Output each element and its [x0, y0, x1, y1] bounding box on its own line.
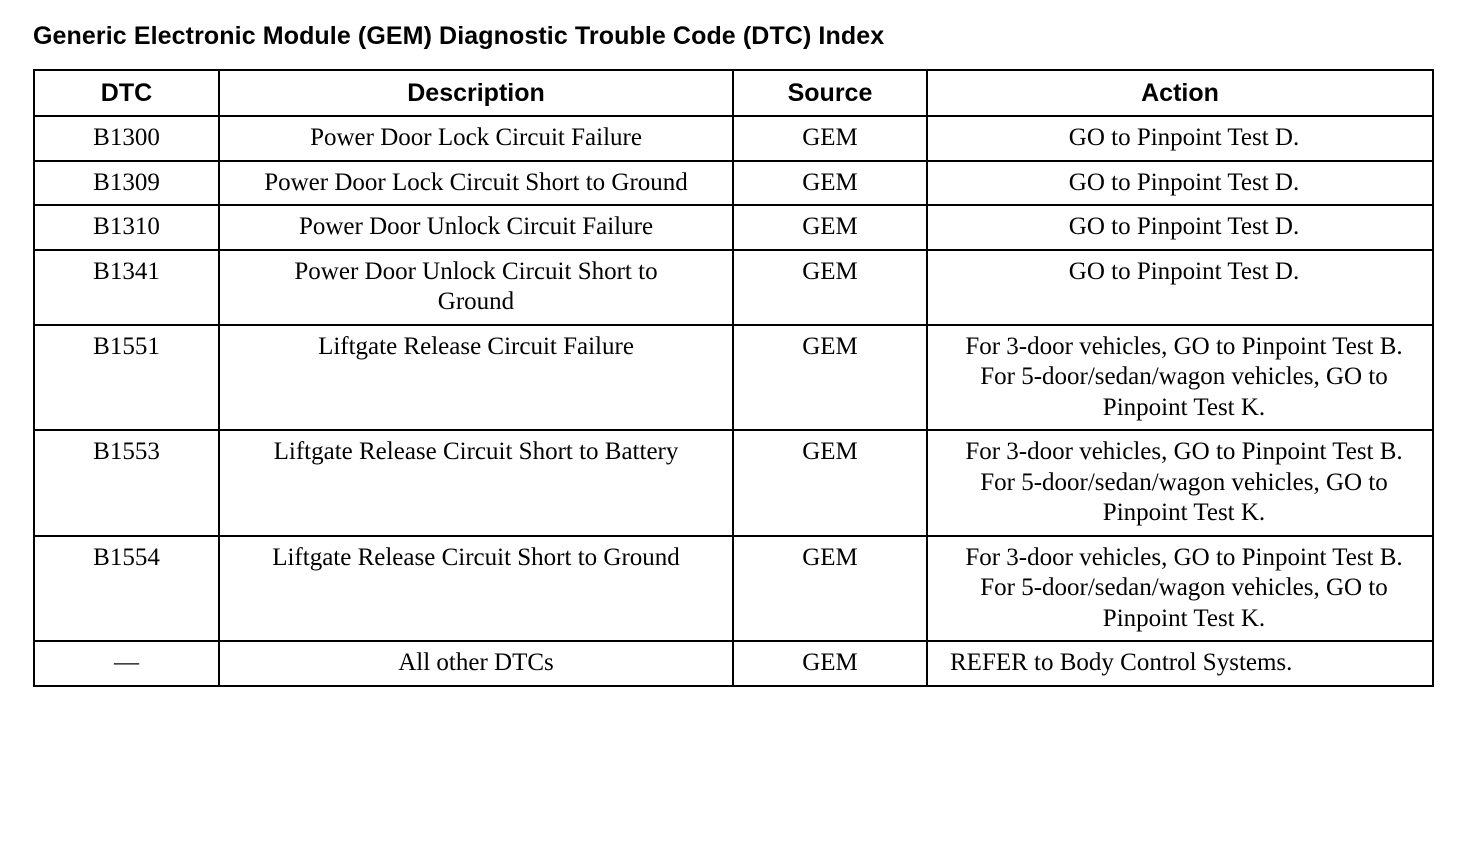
description-cell: All other DTCs — [219, 641, 733, 686]
action-text: REFER to Body Control Systems. — [950, 649, 1293, 676]
action-text: GO to Pinpoint Test D. — [1068, 213, 1300, 240]
action-text: For 5-door/sedan/wagon vehicles, GO to Pinpoint Test K. — [980, 574, 1388, 632]
table-row — [34, 641, 1433, 686]
action-text: GO to Pinpoint Test D. — [1068, 168, 1300, 196]
source-cell: GEM — [733, 116, 927, 161]
description-cell: Power Door Unlock Circuit Short to Ground — [219, 250, 733, 325]
source-cell: GEM — [733, 250, 927, 325]
action-cell — [927, 325, 1433, 431]
dtc-index-table — [33, 69, 1434, 687]
dtc-cell: B1309 — [34, 161, 219, 206]
description-cell: Liftgate Release Circuit Failure — [219, 325, 733, 431]
action-text: For 3-door vehicles, GO to Pinpoint Test B. — [965, 543, 1403, 571]
description-cell: Power Door Lock Circuit Short to Ground — [219, 161, 733, 206]
table-header-row — [34, 70, 1433, 116]
action-cell — [927, 116, 1433, 161]
dtc-cell: B1341 — [34, 250, 219, 325]
dtc-cell: B1554 — [34, 536, 219, 642]
source-cell: GEM — [733, 641, 927, 686]
action-text: For 3-door vehicles, GO to Pinpoint Test B. — [965, 438, 1403, 465]
dtc-cell: B1553 — [34, 430, 219, 536]
dtc-cell: B1551 — [34, 325, 219, 431]
action-cell — [927, 536, 1433, 642]
source-cell: GEM — [733, 161, 927, 206]
dtc-cell: — — [34, 641, 219, 686]
description-cell: Liftgate Release Circuit Short to Battery — [219, 430, 733, 536]
table-row — [34, 161, 1433, 206]
table-row — [34, 536, 1433, 642]
table-row — [34, 205, 1433, 250]
description-cell: Power Door Lock Circuit Failure — [219, 116, 733, 161]
dtc-cell: B1300 — [34, 116, 219, 161]
column-header-dtc: DTC — [34, 70, 219, 116]
description-cell: Liftgate Release Circuit Short to Ground — [219, 536, 733, 642]
description-cell: Power Door Unlock Circuit Failure — [219, 205, 733, 250]
table-row — [34, 325, 1433, 431]
action-text: For 5-door/sedan/wagon vehicles, GO to Pinpoint Test K. — [980, 468, 1388, 526]
table-row — [34, 250, 1433, 325]
source-cell: GEM — [733, 430, 927, 536]
page-title: Generic Electronic Module (GEM) Diagnostic Trouble Code (DTC) Index — [33, 22, 885, 50]
column-header-source: Source — [733, 70, 927, 116]
action-cell — [927, 250, 1433, 325]
source-cell: GEM — [733, 325, 927, 431]
action-cell — [927, 205, 1433, 250]
table-row — [34, 430, 1433, 536]
action-text: For 3-door vehicles, GO to Pinpoint Test B. — [965, 332, 1403, 360]
action-cell — [927, 430, 1433, 536]
action-cell — [927, 161, 1433, 206]
source-cell: GEM — [733, 536, 927, 642]
column-header-action: Action — [927, 70, 1433, 116]
action-text: GO to Pinpoint Test D. — [1068, 124, 1300, 151]
action-text: For 5-door/sedan/wagon vehicles, GO to Pinpoint Test K. — [980, 363, 1388, 421]
table-row — [34, 116, 1433, 161]
source-cell: GEM — [733, 205, 927, 250]
action-cell — [927, 641, 1433, 686]
dtc-cell: B1310 — [34, 205, 219, 250]
column-header-description: Description — [219, 70, 733, 116]
action-text: GO to Pinpoint Test D. — [1068, 257, 1300, 285]
